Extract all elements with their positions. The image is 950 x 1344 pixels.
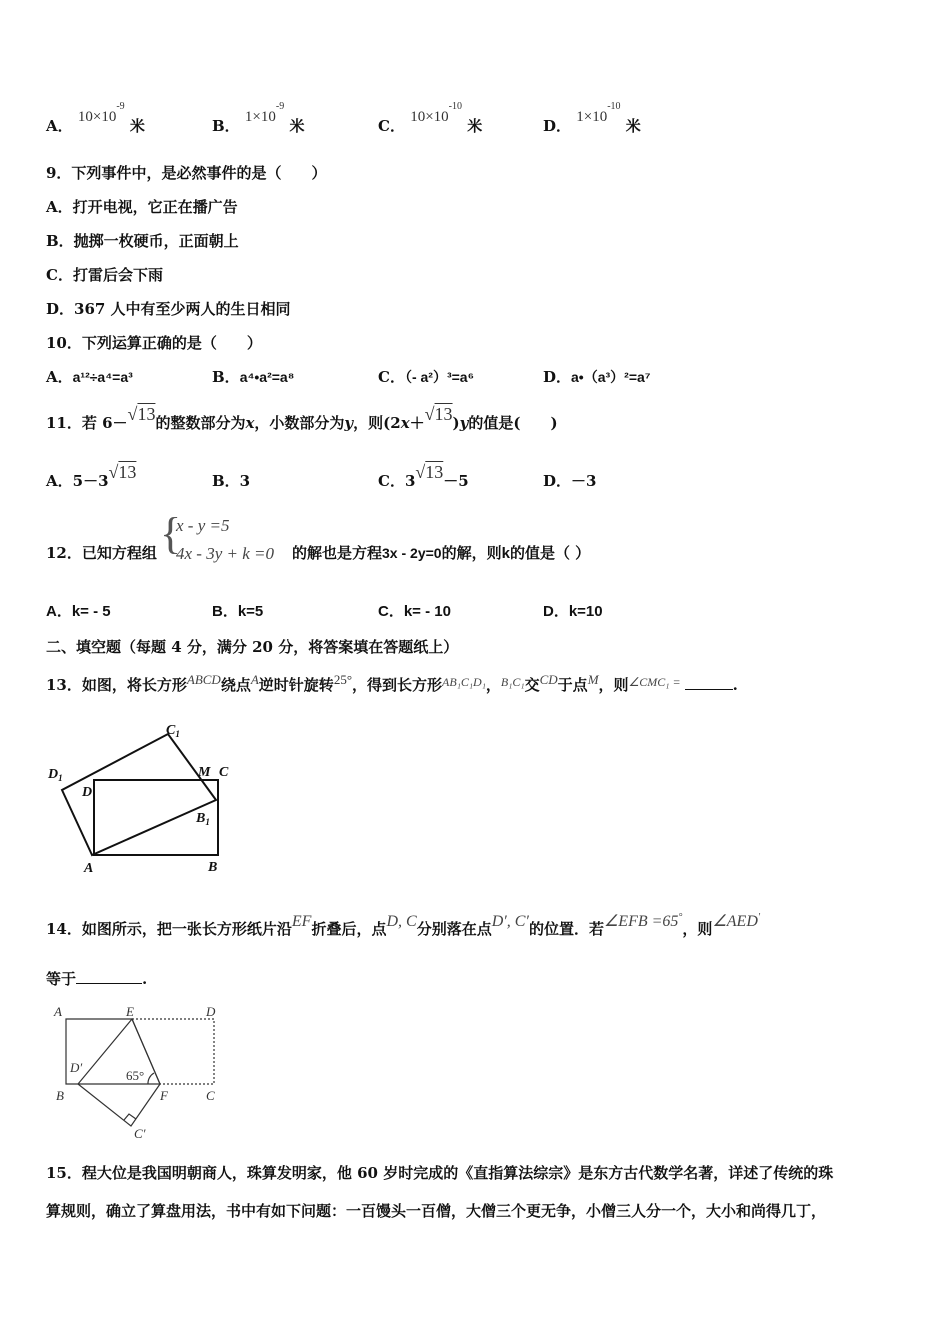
q14-p3: 分别落在点 bbox=[416, 920, 492, 938]
q12-option-c bbox=[378, 600, 451, 621]
q14-label-c: C bbox=[206, 1088, 215, 1103]
q12-option-a bbox=[46, 600, 111, 621]
q12-k: k bbox=[501, 545, 510, 562]
q11-y2: y bbox=[459, 414, 469, 432]
q11-c-letter: C． bbox=[378, 472, 405, 490]
q13-b1c1: B₁C₁ bbox=[500, 675, 525, 689]
q13-p5: ， bbox=[485, 676, 501, 694]
q11-sqrt2: √13 bbox=[424, 404, 453, 424]
q11-mid3: ，则(2 bbox=[353, 414, 401, 432]
q11-c-pre: 3 bbox=[404, 472, 416, 490]
q13-ab1: AB₁C₁D₁ bbox=[442, 675, 486, 689]
q13-angle: ∠CMC₁ = bbox=[628, 675, 681, 689]
q8-option-c bbox=[378, 101, 483, 136]
q13-label-d: D bbox=[82, 785, 93, 800]
q14-stem bbox=[46, 912, 761, 939]
q11-mid2: ，小数部分为 bbox=[254, 414, 345, 432]
q14-label-e: E bbox=[126, 1004, 134, 1019]
q10-b-letter: B． bbox=[212, 368, 240, 386]
q8-c-letter: C． bbox=[378, 117, 405, 135]
q13-label-a: A bbox=[84, 861, 94, 876]
q11-a-sqrt: √13 bbox=[108, 462, 137, 482]
q8-d-exp: -10 bbox=[607, 101, 621, 112]
q12-eq2: 4x - 3y + k =0 bbox=[176, 544, 274, 563]
q11-a-letter: A． bbox=[46, 472, 73, 490]
q13-p2: 绕点 bbox=[220, 676, 251, 694]
q8-d-unit: 米 bbox=[625, 117, 641, 135]
q10-b-expr: a⁴•a²=a⁸ bbox=[239, 369, 295, 385]
q14-line2-text: 等于 bbox=[46, 970, 77, 988]
q10-option-a bbox=[46, 366, 133, 387]
q11-end: ) bbox=[452, 414, 460, 432]
q9-option-b: B．抛掷一枚硬币，正面朝上 bbox=[46, 232, 239, 250]
q13-cd: CD bbox=[539, 672, 558, 687]
q14-label-f: F bbox=[160, 1088, 168, 1103]
q8-a-letter: A． bbox=[46, 117, 73, 135]
q13-label-m: M bbox=[198, 765, 211, 780]
q11-c-post: －5 bbox=[443, 472, 469, 490]
q14-cond bbox=[604, 913, 682, 930]
q14-angle-arc bbox=[148, 1073, 154, 1084]
q12-end: 的值是（ ） bbox=[509, 544, 591, 562]
q14-label-a: A bbox=[54, 1004, 62, 1019]
q8-c-exp: -10 bbox=[448, 101, 462, 112]
q14-end: . bbox=[142, 970, 148, 988]
q13-p1: 13．如图，将长方形 bbox=[46, 676, 187, 694]
q13-end: . bbox=[732, 676, 738, 694]
q8-b-expr: $1\times 10^{-9}$ bbox=[244, 101, 285, 125]
q11-y: y bbox=[344, 414, 354, 432]
q13-figure bbox=[44, 716, 240, 878]
q14-p1: 14．如图所示，把一张长方形纸片沿 bbox=[46, 920, 292, 938]
q14-rect-right-dashed bbox=[132, 1019, 214, 1084]
q8-option-d bbox=[543, 101, 641, 136]
q14-p5: ，则 bbox=[682, 920, 713, 938]
q8-b-letter: B． bbox=[212, 117, 240, 135]
q12-c-text: C．k= - 10 bbox=[378, 603, 451, 620]
q11-c-rad: 13 bbox=[425, 462, 444, 482]
q8-b-mant: 1 bbox=[244, 109, 253, 125]
q15-line1: 15．程大位是我国明朝商人，珠算发明家，他 60 岁时完成的《直指算法综宗》是东方古代数学名著，详述了传统的珠 bbox=[46, 1164, 834, 1182]
q13-label-c1: $C_1$ bbox=[166, 723, 180, 739]
q14-ef: EF bbox=[291, 913, 312, 930]
q8-c-expr: $10\times 10^{-10}$ bbox=[410, 101, 462, 125]
q11-x2: x bbox=[400, 414, 410, 432]
q13-p7: 于点 bbox=[557, 676, 588, 694]
q11-option-d: D．－3 bbox=[543, 472, 597, 490]
q14-cond-deg: ° bbox=[678, 912, 683, 923]
q8-b-exp: -9 bbox=[275, 101, 285, 112]
q8-a-unit: 米 bbox=[129, 117, 145, 135]
q8-d-mant: 1 bbox=[576, 109, 584, 125]
q11-end2: 的值是( ) bbox=[468, 414, 558, 432]
q13-p6: 交 bbox=[524, 676, 540, 694]
q11-option-c bbox=[378, 462, 469, 491]
q11-c-sqrt: √13 bbox=[415, 462, 444, 482]
q10-a-letter: A． bbox=[46, 368, 73, 386]
q12-d-text: D．k=10 bbox=[543, 603, 603, 620]
q14-dc: D, C bbox=[386, 913, 417, 930]
q14-ask-prime: ′ bbox=[757, 912, 761, 923]
q14-label-b: B bbox=[56, 1088, 64, 1103]
q13-p8: ，则 bbox=[598, 676, 629, 694]
q11-option-b: B．3 bbox=[212, 472, 251, 490]
q14-p4: 的位置．若 bbox=[528, 920, 604, 938]
q8-option-a bbox=[46, 101, 145, 136]
q13-label-c: C bbox=[219, 765, 229, 780]
q11-mid: 的整数部分为 bbox=[155, 414, 246, 432]
q9-option-c: C．打雷后会下雨 bbox=[46, 266, 163, 284]
q8-d-letter: D． bbox=[543, 117, 572, 135]
q10-a-expr: a¹²÷a⁴=a³ bbox=[72, 369, 133, 385]
q12-eq1: x - y =5 bbox=[176, 516, 230, 535]
q14-folded-flap bbox=[78, 1019, 160, 1126]
q10-c-expr: （- a²）³=a⁶ bbox=[404, 369, 475, 385]
q12-mid: 的解也是方程 bbox=[292, 544, 383, 562]
q8-a-mant: 10 bbox=[77, 109, 93, 125]
q12-num: 12．已知方程组 bbox=[46, 544, 157, 562]
q13-p3: 逆时针旋转 bbox=[258, 676, 334, 694]
q11-a-rad: 13 bbox=[118, 462, 137, 482]
q13-answer-blank[interactable] bbox=[685, 675, 733, 690]
q8-c-unit: 米 bbox=[467, 117, 483, 135]
q12-rest bbox=[292, 542, 590, 563]
q15-line2: 算规则，确立了算盘用法，书中有如下问题：一百馒头一百僧，大僧三个更无争，小僧三人分一个，大小和尚得几丁， bbox=[46, 1202, 827, 1220]
q13-label-b1: $B_1$ bbox=[196, 811, 210, 827]
q13-label-d1: $D_1$ bbox=[48, 767, 63, 783]
q13-label-b: B bbox=[208, 860, 218, 875]
q8-a-expr: $10\times 10^{-9}$ bbox=[77, 101, 125, 125]
q12-eq: 3x - 2y=0 bbox=[382, 545, 442, 561]
q11-sqrt: √13 bbox=[127, 404, 156, 424]
q8-a-exp: -9 bbox=[116, 101, 125, 112]
q12-option-d bbox=[543, 600, 603, 621]
q14-label-angle: 65° bbox=[126, 1068, 145, 1083]
q14-right-angle-mark bbox=[124, 1114, 136, 1120]
q14-p2: 折叠后，点 bbox=[311, 920, 387, 938]
q14-label-d: D bbox=[206, 1004, 216, 1019]
q8-d-expr: $1\times 10^{-10}$ bbox=[576, 101, 621, 125]
q13-abcd: ABCD bbox=[186, 672, 221, 687]
q10-c-letter: C． bbox=[378, 368, 405, 386]
q11-stem bbox=[46, 404, 558, 433]
q10-option-b bbox=[212, 366, 294, 387]
q8-b-unit: 米 bbox=[289, 117, 305, 135]
q14-label-cp: C′ bbox=[134, 1126, 146, 1141]
q12-a-text: A．k= - 5 bbox=[46, 603, 111, 620]
q14-ask-text: ∠AED bbox=[712, 913, 758, 930]
q10-d-expr: a•（a³）²=a⁷ bbox=[571, 369, 651, 385]
q11-plus: ＋ bbox=[409, 414, 425, 432]
q13-m: M bbox=[587, 672, 599, 687]
section-2-heading: 二、填空题（每题 4 分，满分 20 分，将答案填在答题纸上） bbox=[46, 638, 459, 656]
q12-option-b bbox=[212, 600, 263, 621]
q11-num: 11．若 6－ bbox=[46, 414, 128, 432]
q14-answer-blank[interactable] bbox=[76, 969, 142, 984]
q14-line2 bbox=[46, 968, 147, 989]
q13-p4: ，得到长方形 bbox=[352, 676, 443, 694]
q10-d-letter: D． bbox=[543, 368, 572, 386]
q10-option-c bbox=[378, 366, 474, 387]
q12-brace: { bbox=[160, 509, 182, 558]
q11-rad: 13 bbox=[137, 404, 156, 424]
q13-deg: 25° bbox=[333, 672, 353, 687]
q14-figure bbox=[48, 1000, 228, 1144]
q9-option-d: D．367 人中有至少两人的生日相同 bbox=[46, 300, 291, 318]
q11-a-pre: 5－3 bbox=[72, 472, 109, 490]
q9-stem: 9．下列事件中，是必然事件的是（ ） bbox=[46, 164, 327, 182]
q8-c-mant: 10 bbox=[410, 109, 426, 125]
q11-x: x bbox=[245, 414, 255, 432]
q14-dc2: D′, C′ bbox=[491, 913, 529, 930]
q14-ask bbox=[712, 913, 760, 930]
q8-option-b bbox=[212, 101, 305, 136]
q10-option-d bbox=[543, 366, 651, 387]
q12-b-text: B．k=5 bbox=[212, 603, 264, 620]
q9-option-a: A．打开电视，它正在播广告 bbox=[46, 198, 238, 216]
q11-option-a bbox=[46, 462, 137, 491]
q10-stem: 10．下列运算正确的是（ ） bbox=[46, 334, 262, 352]
q13-a: A bbox=[250, 672, 259, 687]
q14-label-dp: D′ bbox=[70, 1060, 83, 1075]
q11-rad2: 13 bbox=[434, 404, 453, 424]
q14-cond-text: ∠EFB =65 bbox=[603, 913, 679, 930]
q12-mid2: 的解，则 bbox=[441, 544, 502, 562]
q13-stem bbox=[46, 674, 738, 695]
